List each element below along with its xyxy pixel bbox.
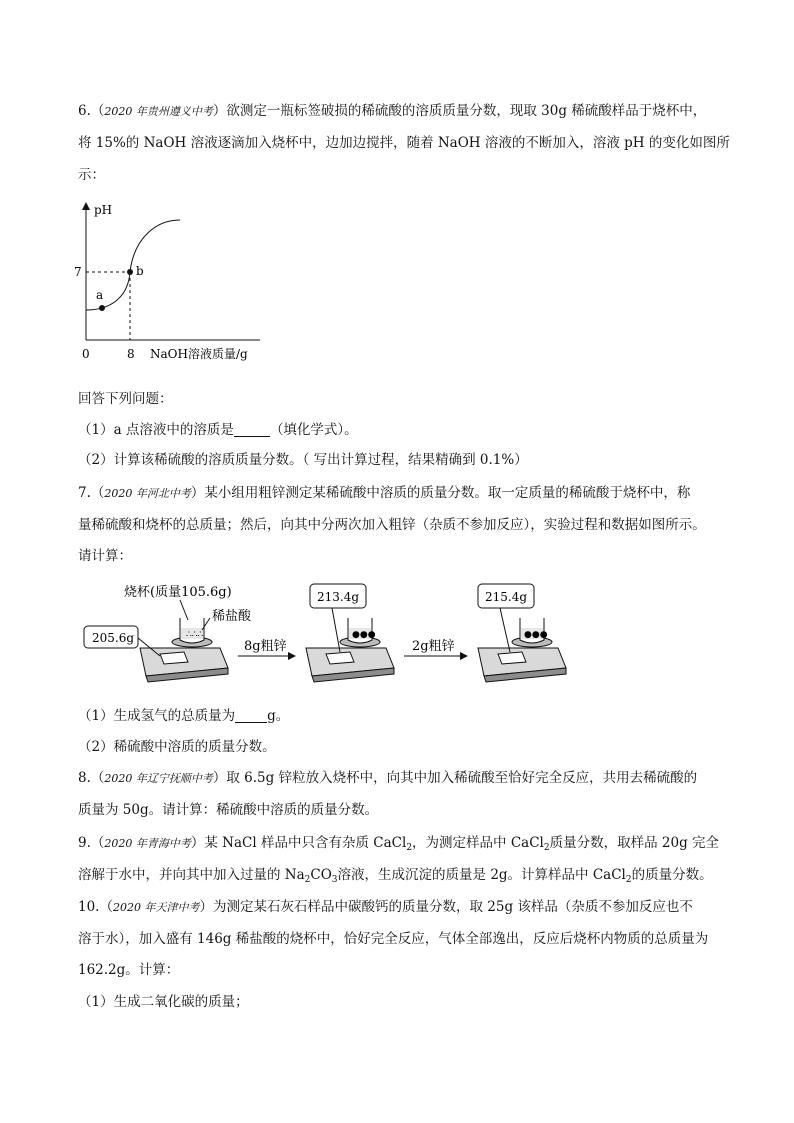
q6-sub-1: （1）a 点溶液中的溶质是 （填化学式）。 <box>78 422 358 438</box>
x-axis-label: NaOH溶液质量/g <box>150 347 248 361</box>
x-tick-8: 8 <box>127 347 135 361</box>
origin-label: 0 <box>82 347 90 361</box>
q6-number: 6.（ <box>78 103 105 119</box>
q10-line-3: 162.2g。计算： <box>78 962 180 978</box>
svg-text:●●●: ●●● <box>524 630 548 640</box>
answer-blank <box>235 708 267 723</box>
q9-source: 2020 年青海中考 <box>104 837 191 850</box>
beaker-mass-label: 烧杯(质量105.6g) <box>124 585 232 600</box>
q6-line-3: 示： <box>78 167 105 183</box>
q7-line-2: 量稀硫酸和烧杯的总质量；然后，向其中分两次加入粗锌（杂质不参加反应），实验过程和数据如图所示。 <box>78 517 706 533</box>
q10-text-1: ）为测定某石灰石样品中碳酸钙的质量分数，取 25g 该样品（杂质不参加反应也不 <box>199 899 693 915</box>
scale-reading-2: 213.4g <box>317 590 360 604</box>
q8-line-1 <box>78 768 697 789</box>
q7-text-1: ）某小组用粗锌测定某稀硫酸中溶质的质量分数。取一定质量的稀硫酸于烧杯中，称 <box>190 485 691 501</box>
q8-text-1: ）取 6.5g 锌粒放入烧杯中，向其中加入稀硫酸至恰好完全反应，共用去稀硫酸的 <box>212 770 698 786</box>
q6-answer-intro: 回答下列问题： <box>78 391 173 407</box>
arrow-2-label: 2g粗锌 <box>412 639 455 654</box>
q10-source: 2020 年天津中考 <box>112 901 200 914</box>
q9-number: 9.（ <box>78 835 105 851</box>
acid-label: 稀盐酸 <box>212 609 252 624</box>
q7-sub-1: （1）生成氢气的总质量为 g。 <box>78 708 290 724</box>
arrow-1-label: 8g粗锌 <box>244 639 287 654</box>
q7-sub-2: （2）稀硫酸中溶质的质量分数。 <box>78 739 276 755</box>
y-axis-label: pH <box>94 203 113 217</box>
balance-experiment-figure <box>80 582 580 688</box>
ph-curve-chart <box>70 198 270 368</box>
q7-number: 7.（ <box>78 485 105 501</box>
q10-sub-1: （1）生成二氧化碳的质量； <box>78 994 249 1010</box>
q10-line-2: 溶于水），加入盛有 146g 稀盐酸的烧杯中，恰好完全反应，气体全部逸出，反应后烧杯内物质的总质量为 <box>78 931 709 947</box>
q9-line-1: 9.（2020 年青海中考）某 NaCl 样品中只含有杂质 CaCl$_2$，为测定样品中 CaCl$_2$质量分数，取样品 20g 完全 <box>78 835 720 853</box>
scale-reading-3: 215.4g <box>485 590 528 604</box>
beaker-label-leader <box>180 600 188 620</box>
q6-text-1: ）欲测定一瓶标签破损的稀硫酸的溶质质量分数，现取 30g 稀硫酸样品于烧杯中， <box>212 103 707 119</box>
q6-line-1 <box>78 101 706 122</box>
q10-number: 10.（ <box>78 899 113 915</box>
svg-text:∴∴∴: ∴∴∴ <box>186 630 204 640</box>
point-b-label: b <box>136 264 144 278</box>
q8-line-2: 质量为 50g。请计算：稀硫酸中溶质的质量分数。 <box>78 802 379 818</box>
svg-text:●●●: ●●● <box>352 630 376 640</box>
q7-line-3: 请计算： <box>78 548 132 564</box>
q9-line-2: 溶解于水中，并向其中加入过量的 $Na_2CO_3$溶液，生成沉淀的质量是 2g。计算样品中 CaCl$_2$的质量分数。 <box>78 867 713 885</box>
point-a-label: a <box>96 288 104 302</box>
q10-line-1 <box>78 897 693 918</box>
q6-sub-2: （2）计算该稀硫酸的溶质质量分数。（ 写出计算过程，结果精确到 0.1%） <box>78 452 528 468</box>
point-a-marker <box>99 305 105 311</box>
q7-source: 2020 年河北中考 <box>104 487 191 500</box>
y-tick-7: 7 <box>74 265 82 279</box>
q7-line-1 <box>78 483 690 504</box>
q8-source: 2020 年辽宁抚顺中考 <box>104 772 213 785</box>
q6-source: 2020 年贵州遵义中考 <box>104 105 213 118</box>
q6-line-2: 将 15%的 NaOH 溶液逐滴加入烧杯中，边加边搅拌，随着 NaOH 溶液的不断加入，溶液 pH 的变化如图所 <box>78 135 730 151</box>
scale-reading-1: 205.6g <box>92 631 135 645</box>
answer-blank <box>234 422 270 437</box>
balance-1 <box>84 618 228 682</box>
q8-number: 8.（ <box>78 770 105 786</box>
point-b-marker <box>127 269 133 275</box>
